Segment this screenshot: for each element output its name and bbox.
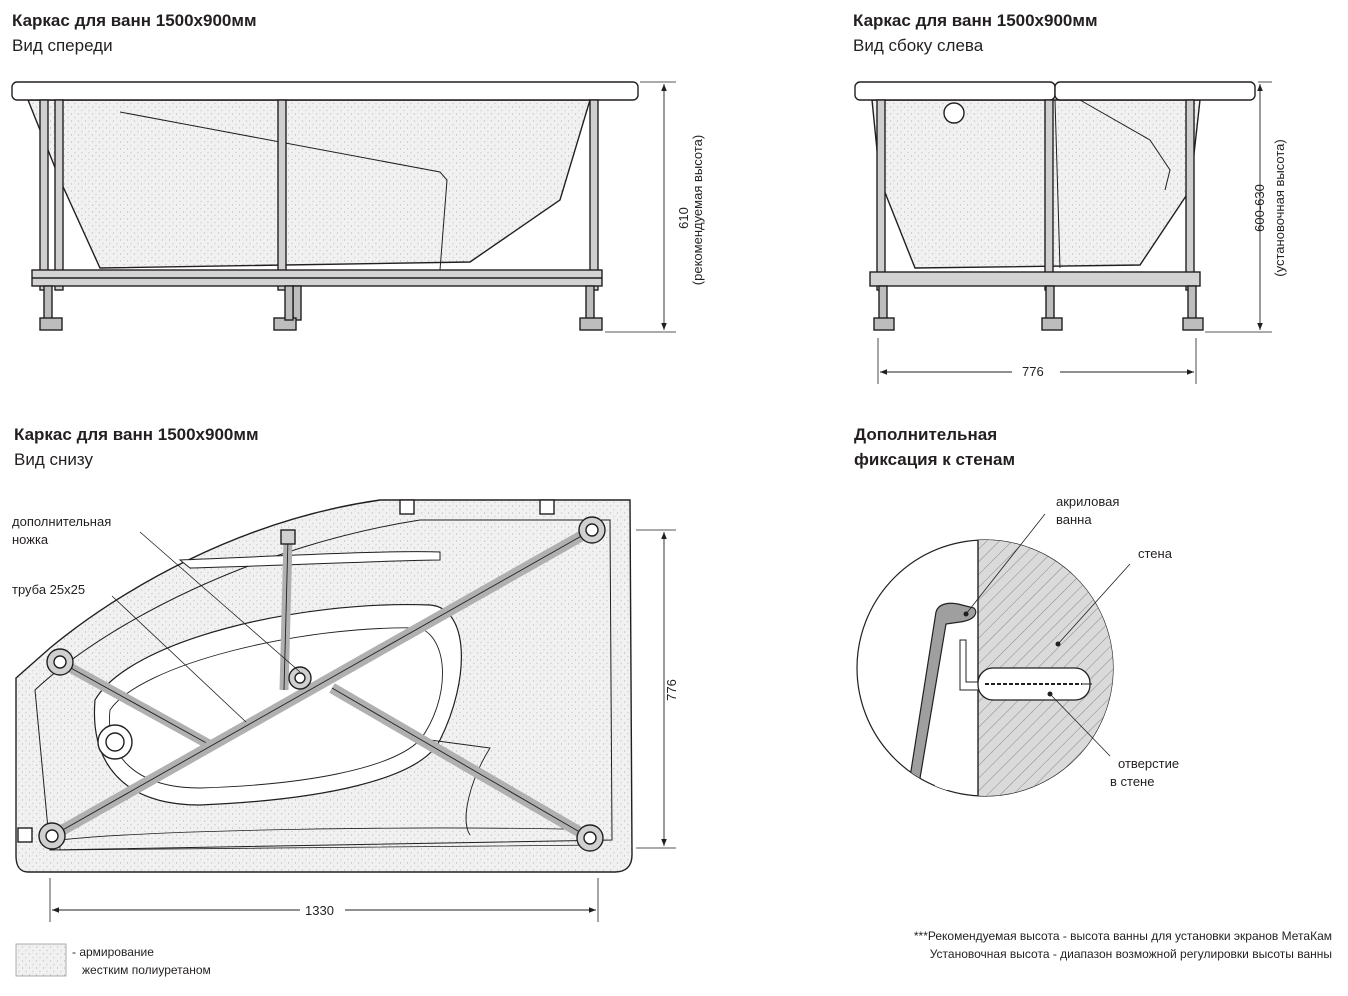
front-view-subtitle: Вид спереди (12, 36, 113, 55)
extra-leg-label-line2: ножка (12, 532, 49, 547)
wall-fixation-drawing (857, 514, 1130, 810)
legend-line1: - армирование (72, 945, 154, 959)
side-dim-height: 600-630 (1252, 184, 1267, 232)
bottom-dim-width: 1330 (305, 903, 334, 918)
acrylic-label-line1: акриловая (1056, 494, 1120, 509)
bottom-view-subtitle: Вид снизу (14, 450, 93, 469)
legend-line2: жестким полиуретаном (82, 963, 211, 977)
fixation-title-line2: фиксация к стенам (854, 450, 1016, 469)
pipe-label: труба 25х25 (12, 582, 86, 597)
front-view-title: Каркас для ванн 1500х900мм (12, 11, 257, 30)
acrylic-label-line2: ванна (1056, 512, 1092, 527)
hole-label-line1: отверстие (1118, 756, 1180, 771)
bottom-dim-depth: 776 (664, 679, 679, 701)
front-dim-height: 610 (676, 207, 691, 229)
front-view-drawing (12, 82, 676, 332)
wall-label: стена (1138, 546, 1172, 561)
footnote-line1: ***Рекомендуемая высота - высота ванны для установки экранов МетаКам (913, 929, 1332, 943)
bottom-view-title: Каркас для ванн 1500х900мм (14, 425, 259, 444)
side-dim-width: 776 (1022, 364, 1044, 379)
side-dim-note: (установочная высота) (1272, 139, 1287, 277)
side-view-title: Каркас для ванн 1500х900мм (853, 11, 1098, 30)
hole-label-line2: в стене (1110, 774, 1155, 789)
front-dim-note: (рекомендуемая высота) (690, 134, 705, 286)
side-view-subtitle: Вид сбоку слева (853, 36, 984, 55)
bottom-view-drawing (16, 500, 676, 976)
side-view-drawing (855, 82, 1272, 384)
fixation-title-line1: Дополнительная (854, 425, 998, 444)
extra-leg-label-line1: дополнительная (12, 514, 112, 529)
footnote-line2: Установочная высота - диапазон возможной регулировки высоты ванны (929, 947, 1332, 961)
